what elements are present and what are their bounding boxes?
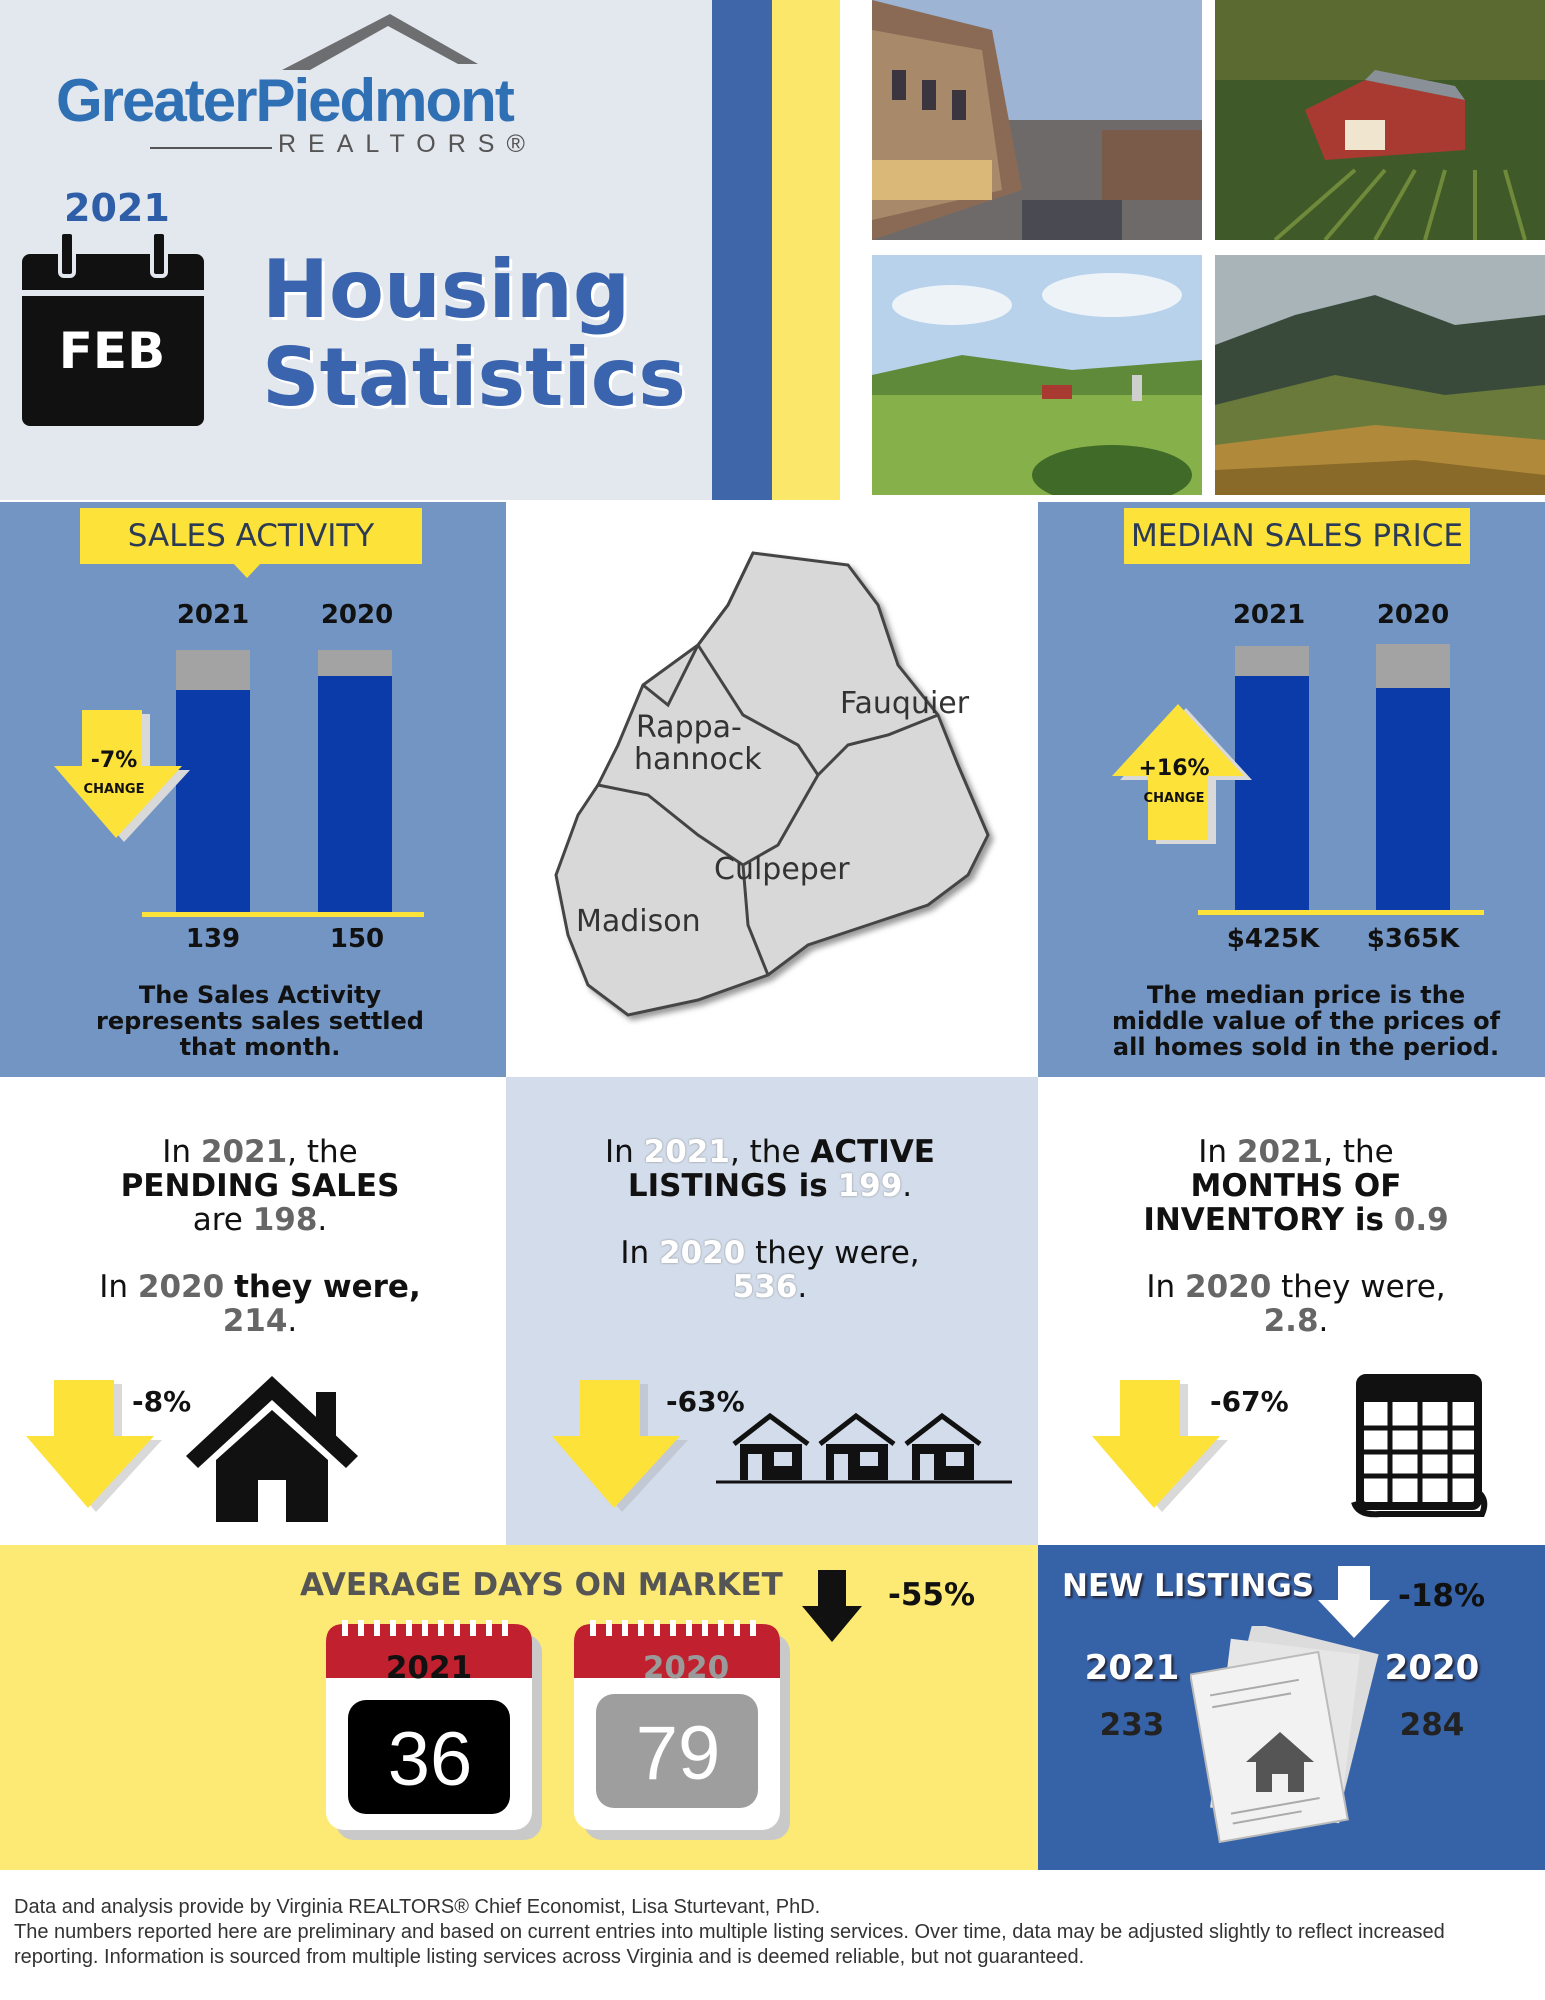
price-year-2020: 2020 bbox=[1376, 600, 1450, 630]
sales-activity-note: The Sales Activity represents sales settled that month. bbox=[96, 981, 424, 1061]
dom-value-2021: 36 bbox=[387, 1717, 473, 1802]
sales-down-arrow-icon bbox=[54, 710, 194, 850]
county-map bbox=[548, 545, 998, 1025]
price-baseline bbox=[1198, 910, 1484, 915]
sales-change-word: CHANGE bbox=[83, 782, 145, 797]
map-label-rappa: Rappa- bbox=[636, 710, 742, 745]
map-label-culpeper: Culpeper bbox=[714, 852, 850, 887]
documents-house-icon bbox=[1190, 1626, 1380, 1852]
price-value-2021: $425K bbox=[1226, 924, 1320, 954]
sales-bar-2020-cap bbox=[318, 650, 392, 676]
logo-subtitle: REALTORS® bbox=[278, 130, 537, 158]
logo-rule bbox=[150, 147, 272, 149]
active-change-pct: -63% bbox=[666, 1385, 745, 1418]
price-year-2021: 2021 bbox=[1232, 600, 1306, 630]
new-listings-title: NEW LISTINGS bbox=[1062, 1568, 1315, 1604]
page-title-line1: Housing bbox=[262, 243, 631, 336]
dom-value-2020: 79 bbox=[635, 1711, 721, 1796]
dom-down-arrow-icon bbox=[802, 1570, 862, 1642]
logo-name: GreaterPiedmont bbox=[56, 67, 513, 134]
sales-value-2021: 139 bbox=[185, 924, 241, 954]
house-icon bbox=[186, 1372, 358, 1522]
report-month: FEB bbox=[58, 322, 166, 380]
photo-farmland bbox=[872, 255, 1202, 495]
sales-year-2020: 2020 bbox=[320, 600, 394, 630]
pending-prior-text: In 2020 they were, 214. bbox=[99, 1269, 421, 1339]
header-stripe-blue bbox=[712, 0, 772, 500]
days-on-market-title: AVERAGE DAYS ON MARKET bbox=[300, 1567, 783, 1603]
calendar-grid-icon bbox=[1350, 1372, 1488, 1518]
map-label-hannock: hannock bbox=[634, 742, 762, 777]
footer-disclaimer bbox=[14, 1895, 1514, 1970]
median-price-label: MEDIAN SALES PRICE bbox=[1124, 508, 1470, 564]
sales-bar-2020 bbox=[318, 676, 392, 914]
sales-bar-2021-cap bbox=[176, 650, 250, 690]
new-listings-year-2021: 2021 bbox=[1084, 1648, 1180, 1688]
dom-year-2021: 2021 bbox=[385, 1650, 473, 1686]
price-bar-2020 bbox=[1376, 688, 1450, 912]
new-listings-year-2020: 2020 bbox=[1384, 1648, 1480, 1688]
page-title-line2: Statistics bbox=[262, 331, 686, 424]
new-listings-change-pct: -18% bbox=[1398, 1578, 1486, 1614]
active-prior-text: In 2020 they were, 536. bbox=[620, 1235, 920, 1305]
price-bar-2020-cap bbox=[1376, 644, 1450, 688]
price-change-pct: +16% bbox=[1138, 756, 1210, 781]
map-label-madison: Madison bbox=[576, 904, 701, 939]
report-year: 2021 bbox=[64, 186, 170, 230]
pending-current-text: In 2021, the PENDING SALES are 198. bbox=[120, 1134, 400, 1238]
sales-value-2020: 150 bbox=[329, 924, 385, 954]
new-listings-value-2021: 233 bbox=[1099, 1707, 1165, 1743]
logo-roof-icon bbox=[280, 12, 480, 72]
pending-change-pct: -8% bbox=[132, 1385, 192, 1418]
price-bar-2021-cap bbox=[1235, 646, 1309, 676]
photo-farm bbox=[1215, 0, 1545, 240]
houses-row-icon bbox=[716, 1410, 1012, 1486]
price-value-2020: $365K bbox=[1366, 924, 1460, 954]
footer-line-3: reporting. Information is sourced from multiple listing services across Virginia and is deemed reliable, but not guaranteed. bbox=[14, 1946, 1085, 1968]
inventory-prior-text: In 2020 they were, 2.8. bbox=[1146, 1269, 1446, 1339]
days-on-market-change-pct: -55% bbox=[888, 1577, 976, 1613]
photo-mountains bbox=[1215, 255, 1545, 495]
photo-main-street bbox=[872, 0, 1202, 240]
header-stripe-yellow bbox=[772, 0, 840, 500]
sales-baseline bbox=[142, 912, 424, 917]
footer-line-2: The numbers reported here are preliminary and based on current entries into multiple listing services. Over time, data may be adjusted slightly to reflect increased bbox=[14, 1921, 1445, 1943]
price-change-word: CHANGE bbox=[1143, 791, 1205, 806]
map-label-fauquier: Fauquier bbox=[840, 686, 970, 721]
footer-line-1: Data and analysis provide by Virginia REALTORS® Chief Economist, Lisa Sturtevant, PhD. bbox=[14, 1896, 821, 1918]
new-listings-value-2020: 284 bbox=[1399, 1707, 1465, 1743]
sales-year-2021: 2021 bbox=[176, 600, 250, 630]
dom-year-2020: 2020 bbox=[642, 1650, 730, 1686]
sales-activity-label: SALES ACTIVITY bbox=[80, 508, 422, 564]
median-price-note: The median price is the middle value of the prices of all homes sold in the period. bbox=[1111, 981, 1501, 1061]
inventory-current-text: In 2021, the MONTHS OF INVENTORY is 0.9 bbox=[1143, 1134, 1449, 1238]
inventory-change-pct: -67% bbox=[1210, 1385, 1289, 1418]
sales-change-pct: -7% bbox=[90, 748, 138, 773]
label-pointer-icon bbox=[232, 562, 262, 578]
active-current-text: In 2021, the ACTIVE LISTINGS is 199. bbox=[605, 1134, 935, 1204]
